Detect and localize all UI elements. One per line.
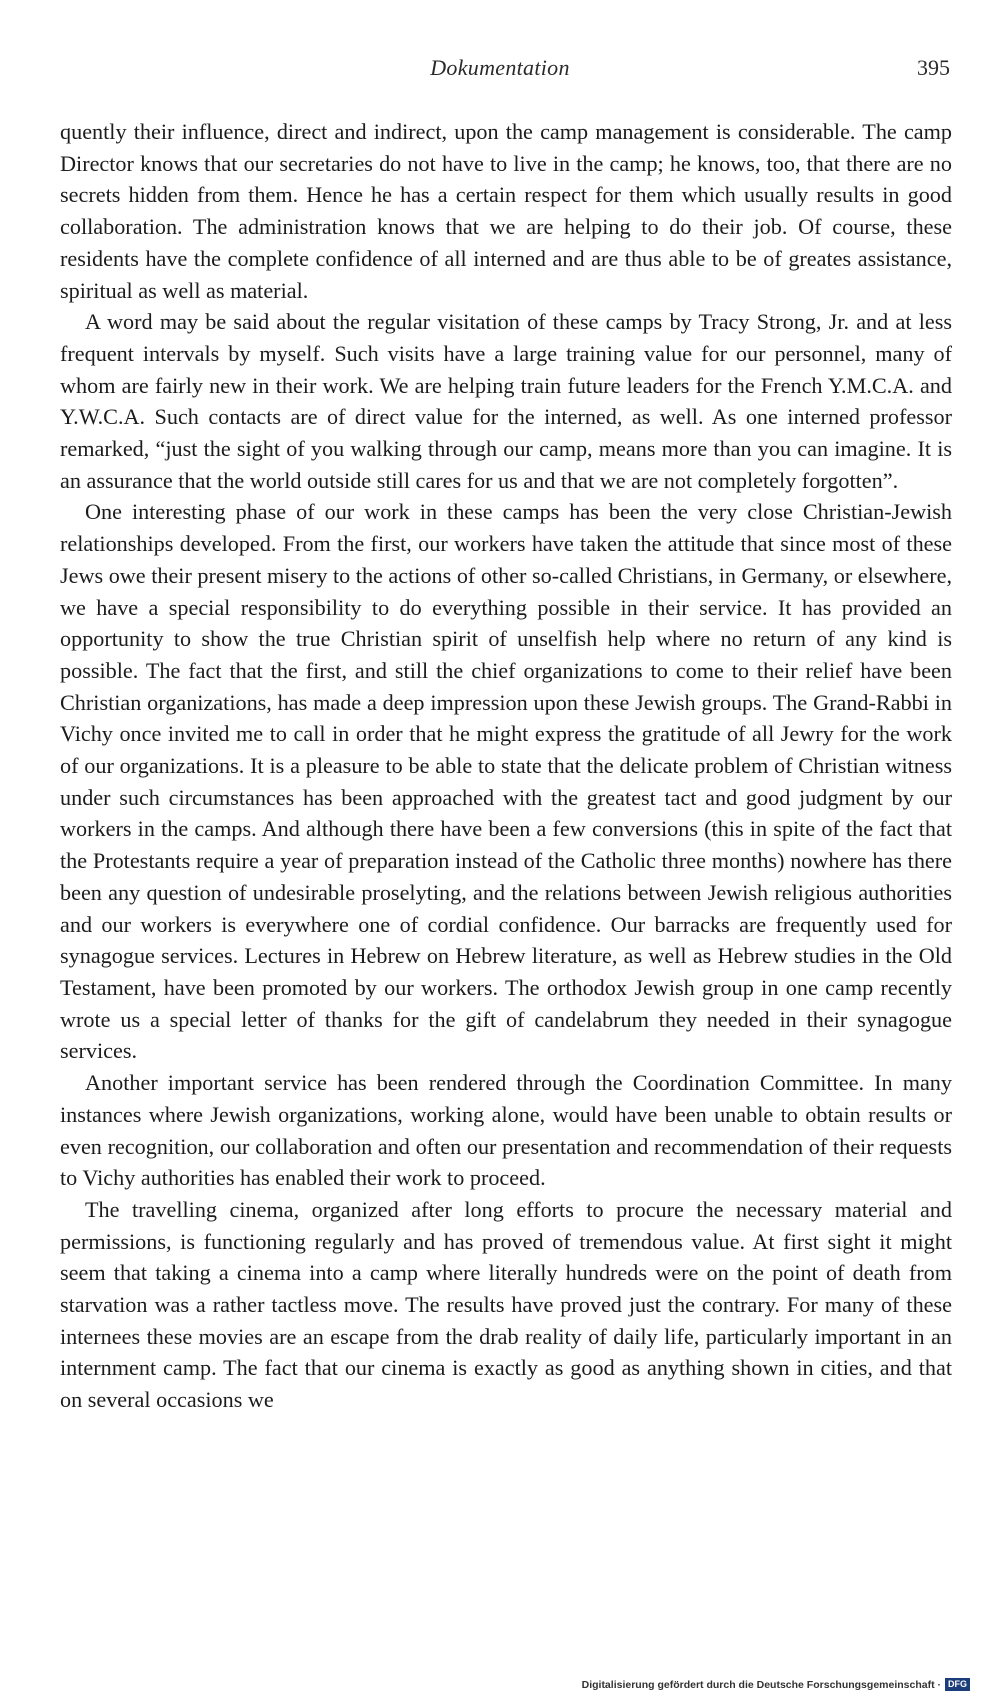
paragraph-4: Another important service has been rendered through the Coordination Committee. In many instances where Jewish organizations, working alone, would have been unable to obtain results or even recognition, our collaboration and often our presentation and recommendation of their requests to Vichy authorities has enabled their work to proceed. — [60, 1070, 952, 1191]
paragraph-3: One interesting phase of our work in these camps has been the very close Christian-Jewish relationships developed. From the first, our workers have taken the attitude that since most of these Jews owe their present misery to the actions of other so-called Christians, in Germany, or elsewhere, we have a special responsibility to do everything possible in their service. It has provided an opportunity to show the true Christian spirit of unselfish help where no return of any kind is possible. The fact that the first, and still the chief organizations to come to their relief have been Christian organizations, has made a deep impression upon these Jewish groups. The Grand-Rabbi in Vichy once invited me to call in order that he might express the gratitude of all Jewry for the work of our organizations. It is a pleasure to be able to state that the delicate problem of Christian witness under such circumstances has been approached with the greatest tact and good judgment by our workers in the camps. And although there have been a few conversions (this in spite of the fact that the Protestants require a year of preparation instead of the Catholic three months) nowhere has there been any question of undesirable proselyting, and the relations between Jewish religious authorities and our workers is everywhere one of cordial confidence. Our barracks are frequently used for synagogue services. Lectures in Hebrew on Hebrew literature, as well as Hebrew studies in the Old Testament, have been promoted by our workers. The orthodox Jewish group in one camp recently wrote us a special letter of thanks for the gift of candelabrum they needed in their synagogue services. — [60, 499, 952, 1064]
paragraph-1: quently their influence, direct and indirect, upon the camp management is considerable. The camp Director knows that our secretaries do not have to live in the camp; he knows, too, that there are no secrets hidden from them. Hence he has a certain respect for them which usually results in good collaboration. The administration knows that we are helping to do their job. Of course, these residents have the complete confidence of all interned and are thus able to be of greates assistance, spiritual as well as material. — [60, 119, 952, 303]
digitization-credit-text: Digitalisierung gefördert durch die Deutsche Forschungsgemeinschaft · — [581, 1678, 941, 1691]
dfg-logo: DFG — [945, 1678, 970, 1691]
paragraph-5: The travelling cinema, organized after long efforts to procure the necessary material and permissions, is functioning regularly and has proved of tremendous value. At first sight it might seem that taking a cinema into a camp where literally hundreds were on the point of death from starvation was a rather tactless move. The results have proved just the contrary. For many of these internees these movies are an escape from the drab reality of daily life, particularly important in an internment camp. The fact that our cinema is exactly as good as anything shown in cities, and that on several occasions we — [60, 1196, 952, 1413]
digitization-credit — [582, 1678, 970, 1691]
page-number: 395 — [917, 55, 950, 80]
body-text — [60, 116, 952, 1416]
running-title: Dokumentation — [430, 55, 570, 80]
paragraph-2: A word may be said about the regular visitation of these camps by Tracy Strong, Jr. and at less frequent intervals by myself. Such visits have a large training value for our personnel, many of whom are fairly new in their work. We are helping train future leaders for the French Y.M.C.A. and Y.W.C.A. Such contacts are of direct value for the interned, as well. As one interned professor remarked, “just the sight of you walking through our camp, means more than you can imagine. It is an assurance that the world outside still cares for us and that we are not completely forgotten”. — [60, 309, 952, 493]
